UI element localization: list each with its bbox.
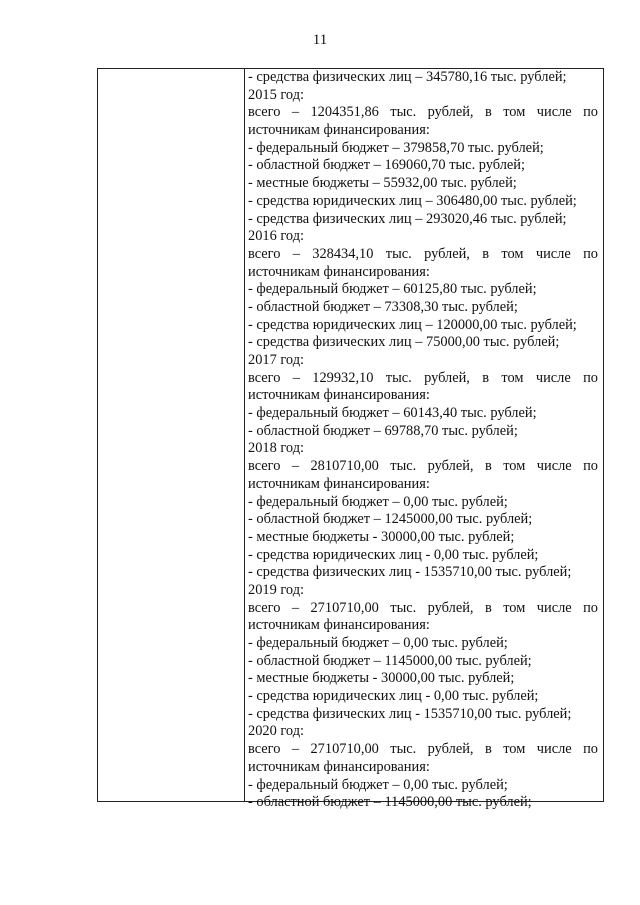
funding-line: - местные бюджеты - 30000,00 тыс. рублей; xyxy=(248,528,515,545)
funding-line: 2020 год: xyxy=(248,723,305,740)
funding-table xyxy=(97,68,604,811)
funding-total-line: всего – 1204351,86 тыс. рублей, в том числе по xyxy=(248,104,598,121)
funding-line: - областной бюджет – 1145000,00 тыс. рублей; xyxy=(248,652,532,669)
funding-line: источникам финансирования: xyxy=(248,387,430,404)
funding-line: 2016 год: xyxy=(248,228,305,245)
funding-total-line: всего – 2710710,00 тыс. рублей, в том числе по xyxy=(248,741,598,758)
funding-line: - средства юридических лиц – 306480,00 тыс. рублей; xyxy=(248,192,577,209)
funding-line: - средства юридических лиц - 0,00 тыс. рублей; xyxy=(248,688,539,705)
funding-line: - областной бюджет – 1245000,00 тыс. рублей; xyxy=(248,511,533,528)
funding-total-line: всего – 129932,10 тыс. рублей, в том числе по xyxy=(248,369,598,386)
funding-line: - федеральный бюджет – 379858,70 тыс. рублей; xyxy=(248,139,544,156)
funding-line: - средства юридических лиц – 120000,00 тыс. рублей; xyxy=(248,316,577,333)
funding-line: - федеральный бюджет – 0,00 тыс. рублей; xyxy=(248,635,508,651)
funding-line: - областной бюджет – 73308,30 тыс. рублей; xyxy=(248,298,518,315)
funding-line: источникам финансирования: xyxy=(248,122,430,139)
funding-line: источникам финансирования: xyxy=(248,475,430,492)
funding-line: - средства физических лиц – 345780,16 тыс. рублей; xyxy=(248,69,567,85)
funding-line: - федеральный бюджет – 0,00 тыс. рублей; xyxy=(248,776,508,793)
funding-line: - областной бюджет – 1145000,00 тыс. рублей; xyxy=(248,794,532,811)
funding-line: 2015 год: xyxy=(248,86,305,103)
funding-total-line: всего – 2710710,00 тыс. рублей, в том числе по xyxy=(248,599,598,616)
funding-line: - областной бюджет – 69788,70 тыс. рублей; xyxy=(248,422,518,439)
funding-line: источникам финансирования: xyxy=(248,263,430,280)
funding-line: - средства физических лиц – 293020,46 тыс. рублей; xyxy=(248,210,567,227)
funding-line: - федеральный бюджет – 0,00 тыс. рублей; xyxy=(248,493,508,510)
funding-line: - средства юридических лиц - 0,00 тыс. рублей; xyxy=(248,546,539,563)
funding-line: - средства физических лиц – 75000,00 тыс. рублей; xyxy=(248,334,560,351)
funding-line: - местные бюджеты - 30000,00 тыс. рублей; xyxy=(248,670,515,687)
funding-line: 2017 год: xyxy=(248,352,305,368)
funding-line: - средства физических лиц - 1535710,00 тыс. рублей; xyxy=(248,705,572,722)
funding-line: источникам финансирования: xyxy=(248,758,430,775)
funding-line: - местные бюджеты – 55932,00 тыс. рублей; xyxy=(248,175,517,192)
table-left-cell xyxy=(98,69,245,801)
funding-line: источникам финансирования: xyxy=(248,617,430,634)
funding-line: 2019 год: xyxy=(248,581,305,598)
funding-line: - средства физических лиц - 1535710,00 тыс. рублей; xyxy=(248,564,572,581)
funding-line: 2018 год: xyxy=(248,440,305,457)
page-number: 11 xyxy=(312,32,328,48)
funding-line: - областной бюджет – 169060,70 тыс. рублей; xyxy=(248,157,526,174)
table-right-cell xyxy=(245,69,603,811)
funding-line: - федеральный бюджет – 60143,40 тыс. рублей; xyxy=(248,405,537,422)
funding-line: - федеральный бюджет – 60125,80 тыс. рублей; xyxy=(248,281,537,298)
funding-total-line: всего – 2810710,00 тыс. рублей, в том числе по xyxy=(248,458,598,475)
funding-total-line: всего – 328434,10 тыс. рублей, в том числе по xyxy=(248,245,598,262)
